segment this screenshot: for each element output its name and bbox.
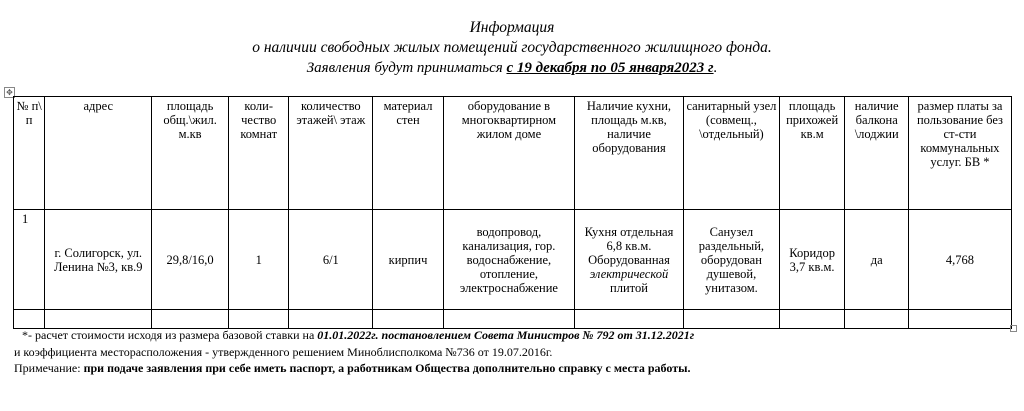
cell-rooms: 1: [228, 210, 289, 310]
cell-hall: Коридор 3,7 кв.м.: [779, 210, 845, 310]
cell-balcony: да: [845, 210, 909, 310]
header-address: адрес: [45, 97, 152, 210]
cell-material: кирпич: [373, 210, 444, 310]
table-move-handle-icon[interactable]: ✥: [4, 87, 15, 98]
header-rooms: коли-чество комнат: [228, 97, 289, 210]
note-footnote-text: *- расчет стоимости исходя из размера базовой ставки на: [22, 328, 318, 342]
heading-title: Информация: [469, 19, 555, 36]
note-remark: [14, 361, 690, 376]
table-resize-handle[interactable]: [1010, 325, 1017, 332]
header-equipment: оборудование в многоквартирном жилом доме: [443, 97, 574, 210]
header-bathroom: санитарный узел (совмещ., \отдельный): [683, 97, 779, 210]
cell-payment: 4,768: [908, 210, 1011, 310]
header-kitchen: Наличие кухни, площадь м.кв, наличие оборудования: [575, 97, 684, 210]
heading-dates-line: [0, 59, 1024, 78]
header-material: материал стен: [373, 97, 444, 210]
heading-dates-suffix: .: [713, 60, 718, 76]
housing-table: [13, 96, 1012, 329]
cell-address: г. Солигорск, ул. Ленина №3, кв.9: [45, 210, 152, 310]
header-floors: количество этажей\ этаж: [289, 97, 373, 210]
note-footnote-emphasis: 01.01.2022г. постановлением Совета Министров № 792 от 31.12.2021г: [317, 328, 695, 342]
cell-area: 29,8/16,0: [152, 210, 229, 310]
note-remark-label: Примечание:: [14, 361, 84, 375]
cell-equipment: водопровод, канализация, гор. водоснабжение, отопление, электроснабжение: [443, 210, 574, 310]
kitchen-italic-text: электрической: [589, 266, 669, 281]
header-hall: площадь прихожей кв.м: [779, 97, 845, 210]
heading-subtitle: о наличии свободных жилых помещений государственного жилищного фонда.: [252, 39, 772, 56]
heading-dates-prefix: Заявления будут приниматься: [306, 60, 507, 76]
header-no: № п\ п: [14, 97, 45, 210]
cell-kitchen: [575, 210, 684, 310]
cell-floors: 6/1: [289, 210, 373, 310]
table-header-row: [14, 97, 1012, 210]
table-row: [14, 210, 1012, 310]
kitchen-text: Кухня отдельная 6,8 кв.м. Оборудованная: [584, 224, 674, 267]
note-footnote: [22, 328, 694, 343]
cell-no: 1: [14, 210, 45, 310]
note-coefficient: и коэффициента месторасположения - утвержденного решением Миноблисполкома №736 от 19.07.2016г.: [14, 345, 553, 359]
header-balcony: наличие балкона \лоджии: [845, 97, 909, 210]
cell-bathroom: Санузел раздельный, оборудован душевой, унитазом.: [683, 210, 779, 310]
note-remark-text: при подаче заявления при себе иметь паспорт, а работникам Общества дополнительно справку с места работы.: [83, 361, 691, 375]
header-area: площадь общ.\жил. м.кв: [152, 97, 229, 210]
kitchen-tail-text: плитой: [610, 280, 648, 295]
header-payment: размер платы за пользование без ст-сти коммунальных услуг. БВ *: [908, 97, 1011, 210]
heading-dates: с 19 декабря по 05 января2023 г: [506, 60, 714, 76]
table-empty-row: [14, 310, 1012, 329]
